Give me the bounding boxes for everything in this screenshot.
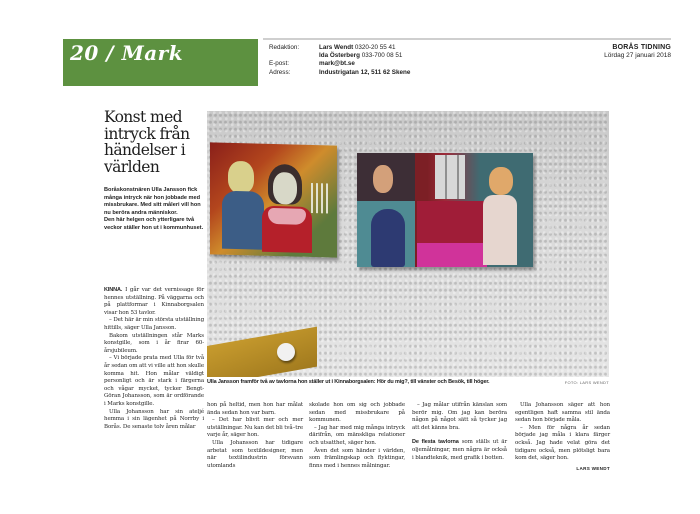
photo-credit: FOTO: LARS WENDT	[564, 380, 609, 385]
address-value: Industrigatan 12, 511 62 Skene	[319, 68, 411, 76]
editor1-phone: 0320-20 55 41	[354, 44, 396, 51]
address-label: Adress:	[269, 68, 291, 76]
painting-hor-du-mig	[210, 142, 337, 257]
section-banner	[63, 39, 258, 86]
contact-info	[269, 44, 410, 77]
email-link[interactable]: mark@bt.se	[319, 60, 355, 68]
body-paragraph: – Det här är min största utställning hittills, säger Ulla Jansson.	[104, 317, 204, 331]
body-paragraph: Ulla Johansson har sin ateljé hemma i sin lägenhet på Norrby i Borås. De senaste tolv åren målar	[104, 408, 204, 430]
redaktion-label: Redaktion:	[269, 44, 300, 51]
photo-caption	[207, 379, 609, 386]
body-column-2	[207, 402, 303, 470]
body-column-3	[309, 402, 405, 470]
body-paragraph: – Men för några år sedan började jag måla i klara färger också. Jag hade velat göra det tidigare också, men plötsligt bara kom det, säger hon.	[515, 424, 610, 462]
body-paragraph: Även det som händer i världen, som främlingskap och flyktingar, finns med i hennes målningar.	[309, 447, 405, 469]
body-paragraph: Ulla Johansson säger att hon egentligen haft samma stil ända sedan hon började måla.	[515, 402, 610, 424]
painting-besok	[357, 153, 533, 267]
masthead	[604, 44, 671, 59]
wall-socket	[277, 343, 295, 361]
body-paragraph: Bakom utställningen står Marks konstgille, som i år firar 60-årsjubileum.	[104, 332, 204, 354]
dateline: KINNA.	[104, 287, 123, 293]
byline: LARS WENDT	[576, 465, 610, 471]
ingress-paragraph: Den här helgen och ytterligare två veckor ställer hon ut i kommunhuset.	[104, 217, 204, 231]
editor1-name: Lars Wendt	[319, 44, 354, 51]
body-paragraph: Ulla Johansson har tidigare arbetat som textildesigner, men när textilindustrin försvann utomlands	[207, 439, 303, 469]
editor2-phone: 033-700 08 51	[361, 52, 403, 60]
article-ingress	[104, 187, 204, 233]
floor	[207, 327, 317, 377]
body-paragraph: skolade hon om sig och jobbade sedan med missbrukare på kommunen.	[309, 402, 405, 424]
section-title: 20 / Mark	[70, 41, 184, 65]
paper-name: BORÅS TIDNING	[612, 44, 671, 51]
body-paragraph: De flesta tavlorna som ställs ut är oljemålningar, men några är också i blandteknik, med grafik i botten.	[412, 439, 507, 461]
body-paragraph: – Jag målar utifrån känslan som berör mig. Om jag kan beröra någon på något sätt så tycker jag att det känns bra.	[412, 402, 507, 431]
header-rule	[263, 38, 671, 40]
body-paragraph: – Det har blivit mer och mer utställningar. Nu kan det bli två–tre varje år, säger hon.	[207, 417, 304, 439]
body-column-4	[412, 402, 507, 462]
article-headline: Konst med intryck från händelser i världen	[104, 108, 190, 176]
subheading: De flesta tavlorna	[412, 439, 459, 446]
body-paragraph: KINNA. I går var det vernissage för hennes utställning. På väggarna och på plattformar i Kinnaborgsalen visar hon 53 tavlor.	[104, 287, 204, 316]
body-column-5	[515, 402, 610, 472]
body-paragraph: hon på heltid, men hon har målat ända sedan hon var barn.	[207, 402, 303, 416]
body-column-1	[104, 287, 204, 431]
ingress-paragraph: Boråskonstnären Ulla Jansson fick många intryck när hon jobbade med missbrukare. Med sitt måleri vill hon nu beröra andra människor.	[104, 187, 201, 216]
issue-date: Lördag 27 januari 2018	[604, 52, 671, 59]
editor2-name: Ida Österberg	[319, 52, 360, 60]
body-paragraph: – Jag har med mig många intryck därifrån, om mänskliga relationer och utsatthet, säger hon.	[309, 424, 405, 446]
email-label: E-post:	[269, 60, 289, 68]
article-photo	[207, 111, 609, 377]
body-paragraph: – Vi började prata med Ulla för två år sedan om att vi ville att hon skulle komma hit. Hon målar väldigt personligt och är stark i färgerna och vågar mycket, tycker Bengt-Göran Johansson, som är ordförande i Marks konstgille.	[104, 355, 204, 407]
caption-text: Ulla Jansson framför två av tavlorna hon ställer ut i Kinnaborgsalen: Hör du mig?, till vänster och Besök, till höger.	[207, 379, 490, 385]
